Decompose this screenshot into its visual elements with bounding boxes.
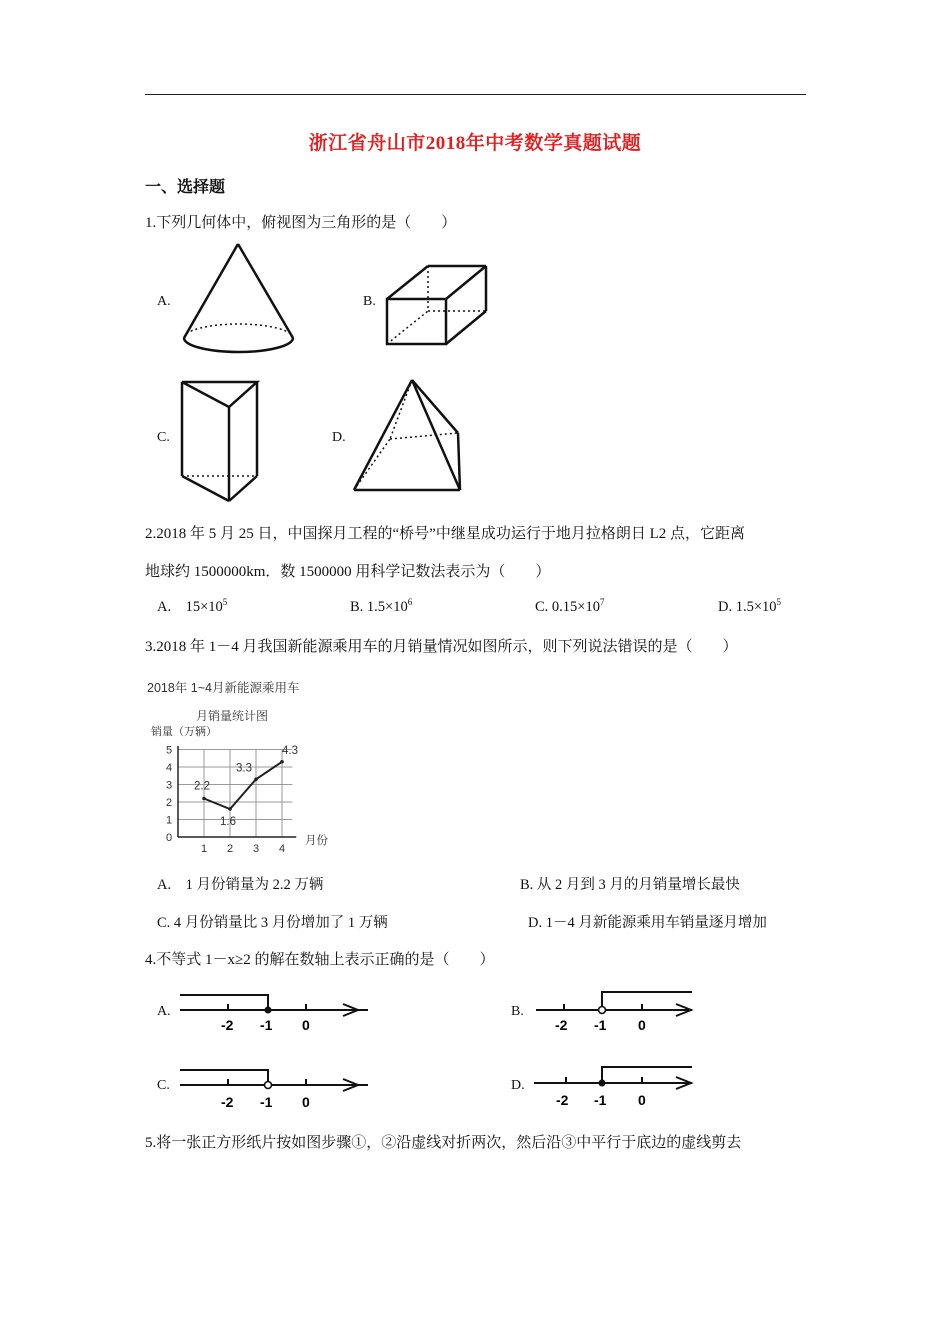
y-tick-label: 3: [166, 779, 173, 792]
data-label: 1.6: [220, 816, 236, 828]
q2-option-d: D. $1.5\times 10^5$: [718, 597, 782, 615]
q4-option-a-label: A.: [157, 1004, 171, 1019]
sales-line-chart: [145, 672, 360, 857]
pyramid-figure: [348, 375, 468, 497]
cone-figure: [180, 240, 300, 360]
y-tick-label: 5: [166, 744, 173, 757]
tick-label: -1: [594, 1092, 607, 1108]
q2-option-a: A. $15\times 10^5$: [157, 597, 228, 615]
q3-option-c: C. 4 月份销量比 3 月份增加了 1 万辆: [157, 915, 388, 931]
tick-label: -1: [260, 1094, 273, 1110]
tick-label: 0: [302, 1094, 310, 1110]
question-2-line-2: 地球约 1500000km．数 1500000 用科学记数法表示为（ ）: [145, 564, 551, 580]
section-heading: 一、选择题: [145, 177, 226, 196]
y-tick-label: 0: [166, 832, 173, 844]
data-point: [280, 760, 284, 764]
question-2-line-1: 2.2018 年 5 月 25 日，中国探月工程的“桥号”中继星成功运行于地月拉格朗日 L2 点，它距离: [145, 526, 745, 542]
tick-label: 0: [638, 1017, 646, 1033]
tick-label: -2: [556, 1092, 569, 1108]
y-tick-label: 2: [166, 797, 173, 809]
q4-option-d-label: D.: [511, 1078, 525, 1093]
number-line-d: [534, 1058, 694, 1110]
x-tick-label: 2: [227, 843, 234, 855]
header-rule: [145, 94, 806, 95]
chart-xlabel: 月份: [305, 835, 328, 847]
q1-option-c-label: C.: [157, 430, 170, 445]
y-tick-label: 4: [166, 762, 173, 774]
q3-option-a: A. 1 月份销量为 2.2 万辆: [157, 877, 324, 893]
tick-label: -2: [221, 1094, 234, 1110]
data-point: [228, 807, 232, 811]
question-3-stem: 3.2018 年 1－4 月我国新能源乘用车的月销量情况如图所示，则下列说法错误的是（ ）: [145, 639, 738, 655]
q4-option-c-label: C.: [157, 1078, 170, 1093]
number-line-a: [178, 984, 368, 1034]
chart-ylabel: 销量（万辆）: [151, 726, 217, 738]
tick-label: -1: [260, 1017, 273, 1033]
q1-option-d-label: D.: [332, 430, 346, 445]
triangular-prism-figure: [175, 375, 265, 507]
data-point: [254, 777, 258, 781]
question-4-stem: 4.不等式 1－x≥2 的解在数轴上表示正确的是（ ）: [145, 952, 495, 968]
number-line-b: [536, 984, 694, 1034]
page-title: 浙江省舟山市2018年中考数学真题试题: [308, 133, 642, 154]
tick-label: -2: [555, 1017, 568, 1033]
q4-option-b-label: B.: [511, 1004, 524, 1019]
tick-label: -1: [594, 1017, 607, 1033]
q3-option-d: D. 1－4 月新能源乘用车销量逐月增加: [528, 915, 767, 931]
cuboid-figure: [382, 262, 492, 352]
x-tick-label: 4: [279, 843, 286, 855]
q3-option-b: B. 从 2 月到 3 月的月销量增长最快: [520, 877, 740, 893]
number-line-c: [178, 1060, 368, 1112]
x-tick-label: 1: [201, 843, 208, 855]
y-tick-label: 1: [166, 814, 173, 827]
data-label: 2.2: [194, 780, 210, 793]
question-1-stem: 1.下列几何体中，俯视图为三角形的是（ ）: [145, 215, 457, 231]
data-label: 4.3: [282, 744, 298, 757]
x-tick-label: 3: [253, 843, 260, 855]
chart-title: 月销量统计图: [196, 709, 269, 723]
q1-option-b-label: B.: [363, 294, 376, 309]
q1-option-a-label: A.: [157, 294, 171, 309]
chart-figure-title: 2018年 1~4月新能源乘用车: [147, 681, 300, 695]
question-5-stem: 5.将一张正方形纸片按如图步骤①，②沿虚线对折两次，然后沿③中平行于底边的虚线剪去: [145, 1135, 742, 1151]
data-point: [202, 797, 206, 801]
q2-option-c: C. $0.15\times 10^7$: [535, 597, 605, 615]
tick-label: -2: [221, 1017, 234, 1033]
tick-label: 0: [638, 1092, 646, 1108]
q2-option-b: B. $1.5\times 10^6$: [350, 597, 413, 615]
data-label: 3.3: [236, 762, 252, 775]
tick-label: 0: [302, 1017, 310, 1033]
